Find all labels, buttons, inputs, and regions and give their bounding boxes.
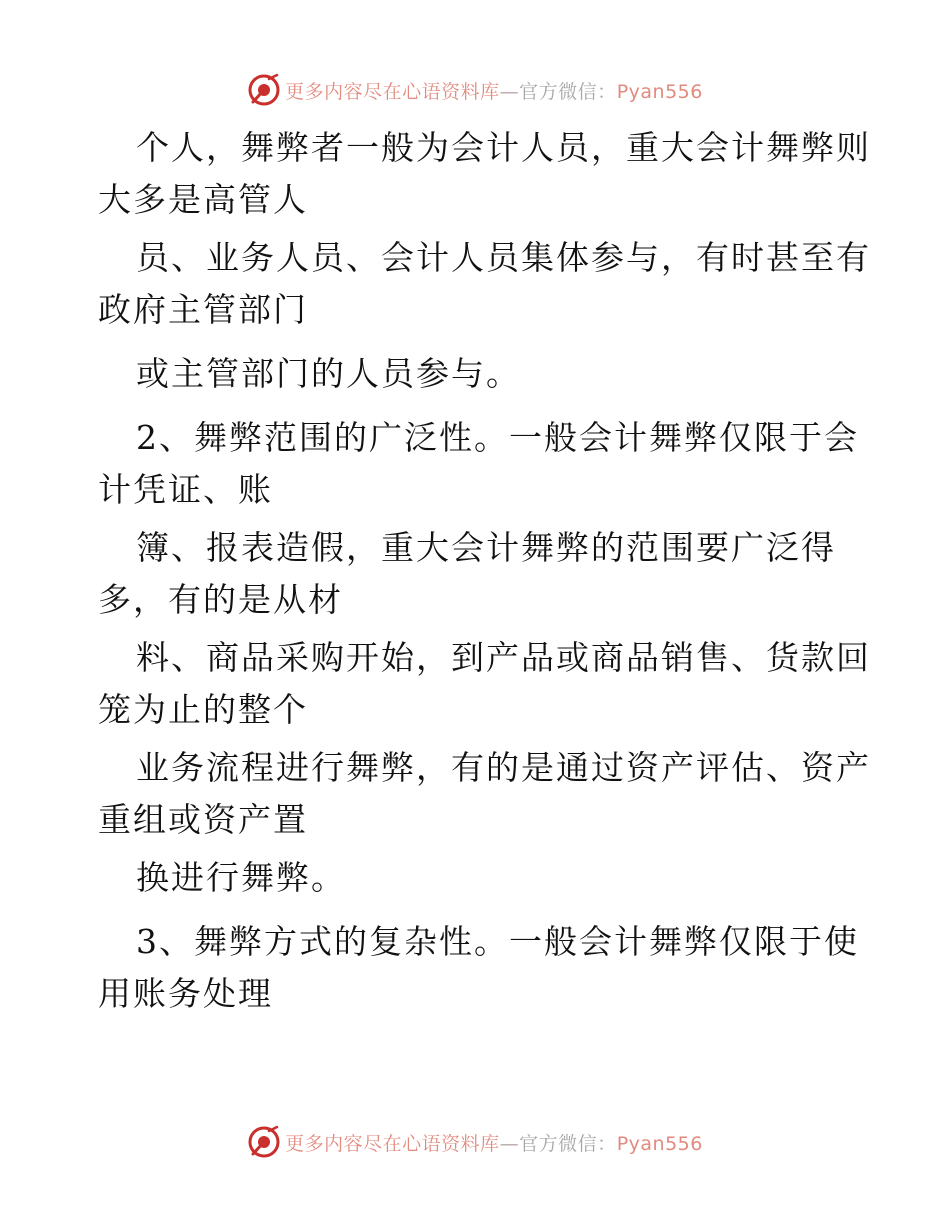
text-line: 员、业务人员、会计人员集体参与，有时甚至有	[136, 238, 871, 277]
watermark-brand: 更多内容尽在心语资料库	[285, 1132, 500, 1155]
watermark-wechat-label: 官方微信：	[519, 1132, 617, 1155]
watermark-dash: —	[499, 80, 520, 103]
text-line: 多，有的是从材	[98, 580, 343, 619]
watermark-wechat-id: Pyan556	[616, 1132, 703, 1155]
brand-logo-icon	[247, 73, 281, 107]
text-line: 笼为止的整个	[98, 690, 308, 729]
watermark-wechat-label: 官方微信：	[519, 80, 617, 103]
text-line: 簿、报表造假，重大会计舞弊的范围要广泛得	[136, 528, 836, 567]
footer-watermark	[0, 1122, 950, 1162]
text-line: 大多是高管人	[98, 180, 308, 219]
text-line: 2、舞弊范围的广泛性。一般会计舞弊仅限于会	[136, 418, 859, 457]
watermark-wechat-id: Pyan556	[616, 80, 703, 103]
text-line: 政府主管部门	[98, 290, 308, 329]
text-line: 料、商品采购开始，到产品或商品销售、货款回	[136, 638, 871, 677]
text-line: 重组或资产置	[98, 800, 308, 839]
text-line: 换进行舞弊。	[136, 858, 346, 897]
watermark-brand: 更多内容尽在心语资料库	[285, 80, 500, 103]
watermark-text	[285, 1129, 703, 1156]
text-line: 3、舞弊方式的复杂性。一般会计舞弊仅限于使	[136, 922, 859, 961]
text-line: 或主管部门的人员参与。	[136, 354, 521, 393]
watermark-dash: —	[499, 1132, 520, 1155]
watermark-text	[285, 77, 703, 104]
brand-logo-icon	[247, 1125, 281, 1159]
text-line: 个人，舞弊者一般为会计人员，重大会计舞弊则	[136, 128, 871, 167]
text-line: 计凭证、账	[98, 470, 273, 509]
text-line: 业务流程进行舞弊，有的是通过资产评估、资产	[136, 748, 871, 787]
text-line: 用账务处理	[98, 974, 273, 1013]
document-body	[98, 122, 871, 1020]
header-watermark	[0, 70, 950, 110]
